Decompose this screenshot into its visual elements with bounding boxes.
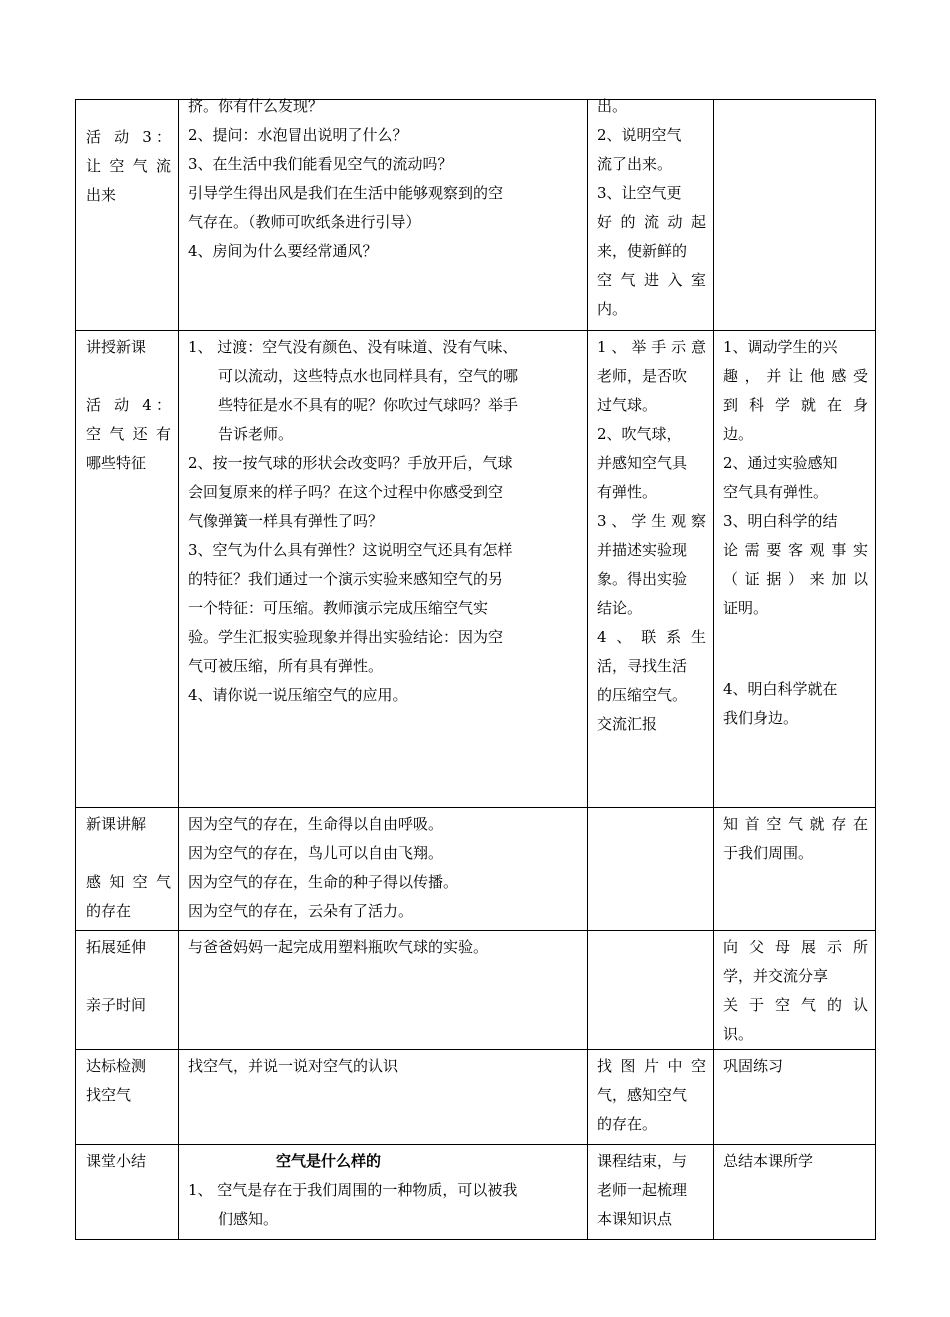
student-line: 老师一起梳理 (597, 1181, 688, 1199)
student-cell (588, 97, 714, 331)
student-line: 课程结束，与 (597, 1152, 688, 1170)
intent-line: 4、明白科学就在 (723, 680, 838, 698)
stage-label: 讲授新课 (86, 338, 147, 356)
table-row (76, 100, 876, 331)
table-row (76, 1050, 876, 1145)
stage-cell (76, 1050, 179, 1145)
intent-line: 识。 (723, 1025, 754, 1043)
student-line: 好的流动起 (597, 213, 706, 231)
stage-cell (76, 100, 179, 331)
content-line: 因为空气的存在，鸟儿可以自由飞翔。 (188, 844, 444, 862)
stage-label: 找空气 (86, 1086, 132, 1104)
content-line: 气像弹簧一样具有弹性了吗？ (188, 512, 384, 530)
student-cell (588, 331, 714, 808)
content-line: 引导学生得出风是我们在生活中能够观察到的空 (188, 184, 504, 202)
table-row (76, 1145, 876, 1240)
student-line: 2、说明空气 (597, 126, 682, 144)
lesson-plan-table (75, 99, 876, 1240)
stage-label: 新课讲解 (86, 815, 147, 833)
content-line: 4、请你说一说压缩空气的应用。 (188, 686, 408, 704)
intent-line: 于我们周围。 (723, 844, 814, 862)
content-line: 的特征？我们通过一个演示实验来感知空气的另 (188, 570, 504, 588)
content-line: 些特征是水不具有的呢？你吹过气球吗？举手 (218, 396, 519, 414)
student-line: 3、学生观察 (597, 512, 706, 530)
intent-line: 学，并交流分享 (723, 967, 829, 985)
stage-label: 空 气 还 有 (86, 425, 171, 443)
student-line: 内。 (597, 300, 628, 318)
intent-cell (714, 931, 876, 1050)
stage-cell (76, 931, 179, 1050)
student-line: 4、联系生 (597, 628, 706, 646)
student-line: 结论。 (597, 599, 643, 617)
summary-title: 空气是什么样的 (276, 1152, 382, 1170)
student-line: 的压缩空气。 (597, 686, 688, 704)
student-cell (588, 808, 714, 931)
content-line: 一个特征：可压缩。教师演示完成压缩空气实 (188, 599, 489, 617)
intent-line: 我们身边。 (723, 709, 799, 727)
table-row (76, 331, 876, 808)
intent-line: 趣，并让他感受 (723, 367, 868, 385)
intent-line: 论需要客观事实 (723, 541, 868, 559)
content-line: 验。学生汇报实验现象并得出实验结论：因为空 (188, 628, 504, 646)
content-line: 因为空气的存在，生命得以自由呼吸。 (188, 815, 444, 833)
student-line: 3、让空气更 (597, 184, 682, 202)
content-cell (179, 1145, 588, 1240)
student-line: 来，使新鲜的 (597, 242, 688, 260)
student-line: 的存在。 (597, 1115, 658, 1133)
stage-label: 让 空 气 流 (86, 157, 171, 175)
student-line: 流了出来。 (597, 155, 673, 173)
student-line: 本课知识点 (597, 1210, 673, 1228)
content-line: 4、房间为什么要经常通风？ (188, 242, 378, 260)
stage-cell (76, 808, 179, 931)
student-line: 气，感知空气 (597, 1086, 688, 1104)
content-line: 找空气，并说一说对空气的认识 (188, 1057, 399, 1075)
student-line: 老师，是否吹 (597, 367, 688, 385)
stage-label: 课堂小结 (86, 1152, 147, 1170)
content-cell (179, 331, 588, 808)
table-row (76, 808, 876, 931)
intent-line: 1、调动学生的兴 (723, 338, 838, 356)
student-line: 交流汇报 (597, 715, 658, 733)
content-cell (179, 1050, 588, 1145)
intent-line: 到科学就在身 (723, 396, 868, 414)
content-line: 3、在生活中我们能看见空气的流动吗？ (188, 155, 453, 173)
stage-label: 拓展延伸 (86, 938, 147, 956)
stage-label: 活 动 3： (86, 128, 171, 146)
content-line: 们感知。 (218, 1210, 279, 1228)
content-line: 2、提问：水泡冒出说明了什么？ (188, 126, 408, 144)
student-line: 空气进入室 (597, 271, 706, 289)
intent-line: 知首空气就存在 (723, 815, 868, 833)
content-line: 告诉老师。 (218, 425, 294, 443)
intent-line: 巩固练习 (723, 1057, 784, 1075)
student-line: 找图片中空 (597, 1057, 706, 1075)
intent-line: 总结本课所学 (723, 1152, 814, 1170)
intent-cell (714, 331, 876, 808)
student-line: 1、举手示意 (597, 338, 706, 356)
stage-cell (76, 1145, 179, 1240)
content-line: 2、按一按气球的形状会改变吗？手放开后，气球 (188, 454, 513, 472)
table-row (76, 931, 876, 1050)
stage-label: 的存在 (86, 902, 132, 920)
student-line: 并感知空气具 (597, 454, 688, 472)
stage-label: 出来 (86, 186, 117, 204)
content-line: 3、空气为什么具有弹性？这说明空气还具有怎样 (188, 541, 513, 559)
student-line: 并描述实验现 (597, 541, 688, 559)
content-line: 挤。你有什么发现？ (188, 97, 324, 115)
stage-label: 亲子时间 (86, 996, 147, 1014)
content-line: 1、 空气是存在于我们周围的一种物质，可以被我 (188, 1181, 518, 1199)
student-line: 过气球。 (597, 396, 658, 414)
content-line: 气可被压缩，所有具有弹性。 (188, 657, 384, 675)
student-line: 象。得出实验 (597, 570, 688, 588)
intent-line: （证据）来加以 (723, 570, 868, 588)
stage-label: 活 动 4： (86, 396, 171, 414)
student-line: 出。 (597, 97, 628, 115)
content-line: 与爸爸妈妈一起完成用塑料瓶吹气球的实验。 (188, 938, 489, 956)
student-cell (588, 931, 714, 1050)
intent-cell (714, 808, 876, 931)
stage-label: 达标检测 (86, 1057, 147, 1075)
intent-line: 空气具有弹性。 (723, 483, 829, 501)
intent-cell (714, 1050, 876, 1145)
intent-cell (714, 100, 876, 331)
stage-label: 感 知 空 气 (86, 873, 171, 891)
student-cell (588, 1050, 714, 1145)
student-line: 有弹性。 (597, 483, 658, 501)
intent-line: 3、明白科学的结 (723, 512, 838, 530)
stage-label: 哪些特征 (86, 454, 147, 472)
student-cell (588, 1145, 714, 1240)
student-line: 活，寻找生活 (597, 657, 688, 675)
content-line: 因为空气的存在，云朵有了活力。 (188, 902, 414, 920)
intent-cell (714, 1145, 876, 1240)
stage-cell (76, 331, 179, 808)
content-line: 1、 过渡：空气没有颜色、没有味道、没有气味、 (188, 338, 518, 356)
content-cell (179, 931, 588, 1050)
content-line: 可以流动，这些特点水也同样具有，空气的哪 (218, 367, 519, 385)
intent-line: 2、通过实验感知 (723, 454, 838, 472)
content-line: 气存在。（教师可吹纸条进行引导） (188, 213, 421, 231)
intent-line: 向父母展示所 (723, 938, 868, 956)
content-line: 会回复原来的样子吗？在这个过程中你感受到空 (188, 483, 504, 501)
content-cell (179, 808, 588, 931)
intent-line: 证明。 (723, 599, 769, 617)
intent-line: 关于空气的认 (723, 996, 868, 1014)
student-line: 2、吹气球， (597, 425, 682, 443)
intent-line: 边。 (723, 425, 754, 443)
content-cell (179, 97, 588, 331)
lesson-plan-table-container (75, 99, 875, 1240)
content-line: 因为空气的存在，生命的种子得以传播。 (188, 873, 459, 891)
